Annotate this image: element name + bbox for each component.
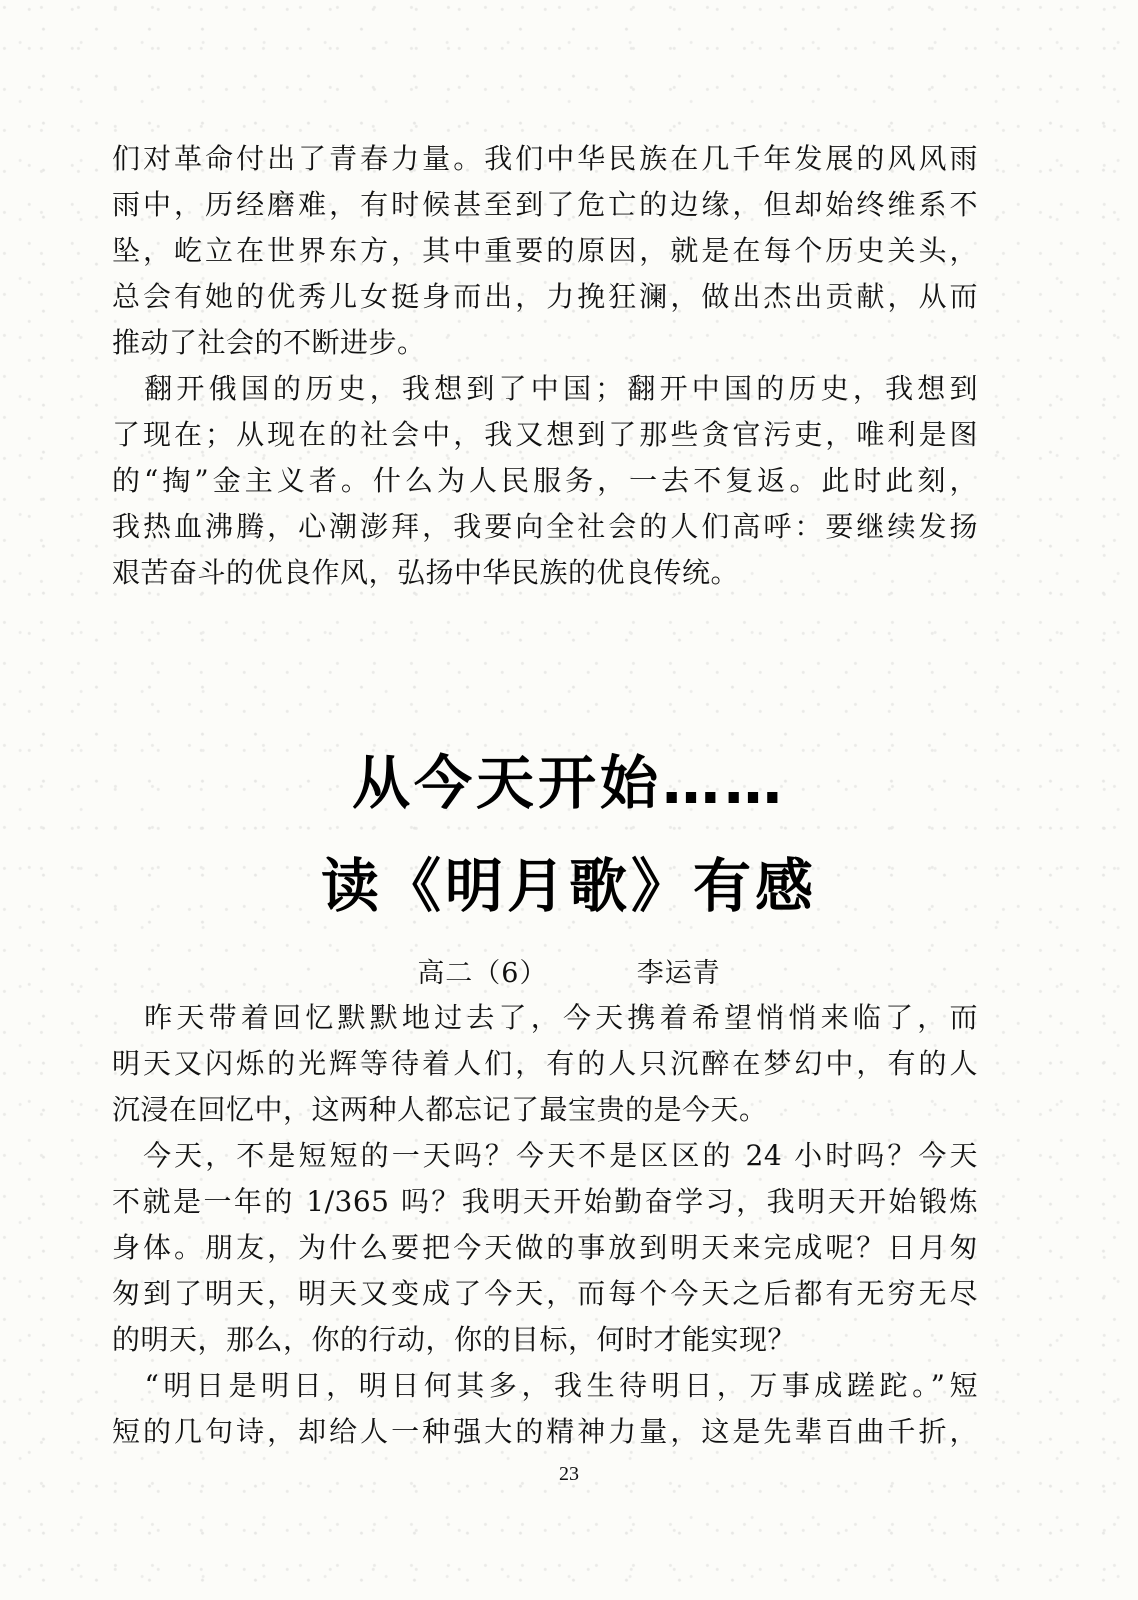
article-paragraph-2-line-4: 匆到了明天，明天又变成了今天，而每个今天之后都有无穷无尽 [112,1277,978,1310]
article-paragraph-2-line-3: 身体。朋友，为什么要把今天做的事放到明天来完成呢？日月匆 [112,1231,978,1264]
top-paragraph-line-2: 雨中，历经磨难，有时候甚至到了危亡的边缘，但却始终维系不 [112,188,978,221]
article-byline [0,954,1138,994]
second-paragraph-line-1: 翻开俄国的历史，我想到了中国；翻开中国的历史，我想到 [112,372,978,405]
page-number: 23 [559,1463,579,1485]
author-name: 李运青 [636,958,721,989]
top-paragraph-line-1: 们对革命付出了青春力量。我们中华民族在几千年发展的风风雨 [112,142,978,175]
article-paragraph-1-line-2: 明天又闪烁的光辉等待着人们，有的人只沉醉在梦幻中，有的人 [112,1047,978,1080]
article-paragraph-3-line-2: 短的几句诗，却给人一种强大的精神力量，这是先辈百曲千折， [112,1415,978,1448]
article-paragraph-1-line-1: 昨天带着回忆默默地过去了，今天携着希望悄悄来临了，而 [112,1001,978,1034]
article-paragraph-2-line-1: 今天，不是短短的一天吗？今天不是区区的 24 小时吗？今天 [112,1139,978,1172]
article-paragraph-2-line-2: 不就是一年的 1/365 吗？我明天开始勤奋学习，我明天开始锻炼 [112,1185,978,1218]
article-paragraph-2-line-5: 的明天，那么，你的行动，你的目标，何时才能实现？ [112,1323,797,1356]
top-paragraph-line-4: 总会有她的优秀儿女挺身而出，力挽狂澜，做出杰出贡献，从而 [112,280,978,313]
second-paragraph-line-4: 我热血沸腾，心潮澎拜，我要向全社会的人们高呼：要继续发扬 [112,510,978,543]
article-paragraph-3-line-1: “明日是明日，明日何其多，我生待明日，万事成蹉跎。”短 [112,1369,978,1402]
article-title-line-1: 从今天开始…… [351,749,786,817]
second-paragraph-line-3: 的“掏”金主义者。什么为人民服务，一去不复返。此时此刻， [112,464,978,497]
second-paragraph-line-2: 了现在；从现在的社会中，我又想到了那些贪官污吏，唯利是图 [112,418,978,451]
top-paragraph-line-5: 推动了社会的不断进步。 [112,326,426,359]
top-paragraph-line-3: 坠，屹立在世界东方，其中重要的原因，就是在每个历史关头， [112,234,978,267]
article-paragraph-1-line-3: 沉浸在回忆中，这两种人都忘记了最宝贵的是今天。 [112,1093,768,1126]
class-name: 高二（6） [417,958,548,989]
second-paragraph-line-5: 艰苦奋斗的优良作风，弘扬中华民族的优良传统。 [112,556,740,589]
article-title-line-2: 读《明月歌》有感 [320,852,817,920]
